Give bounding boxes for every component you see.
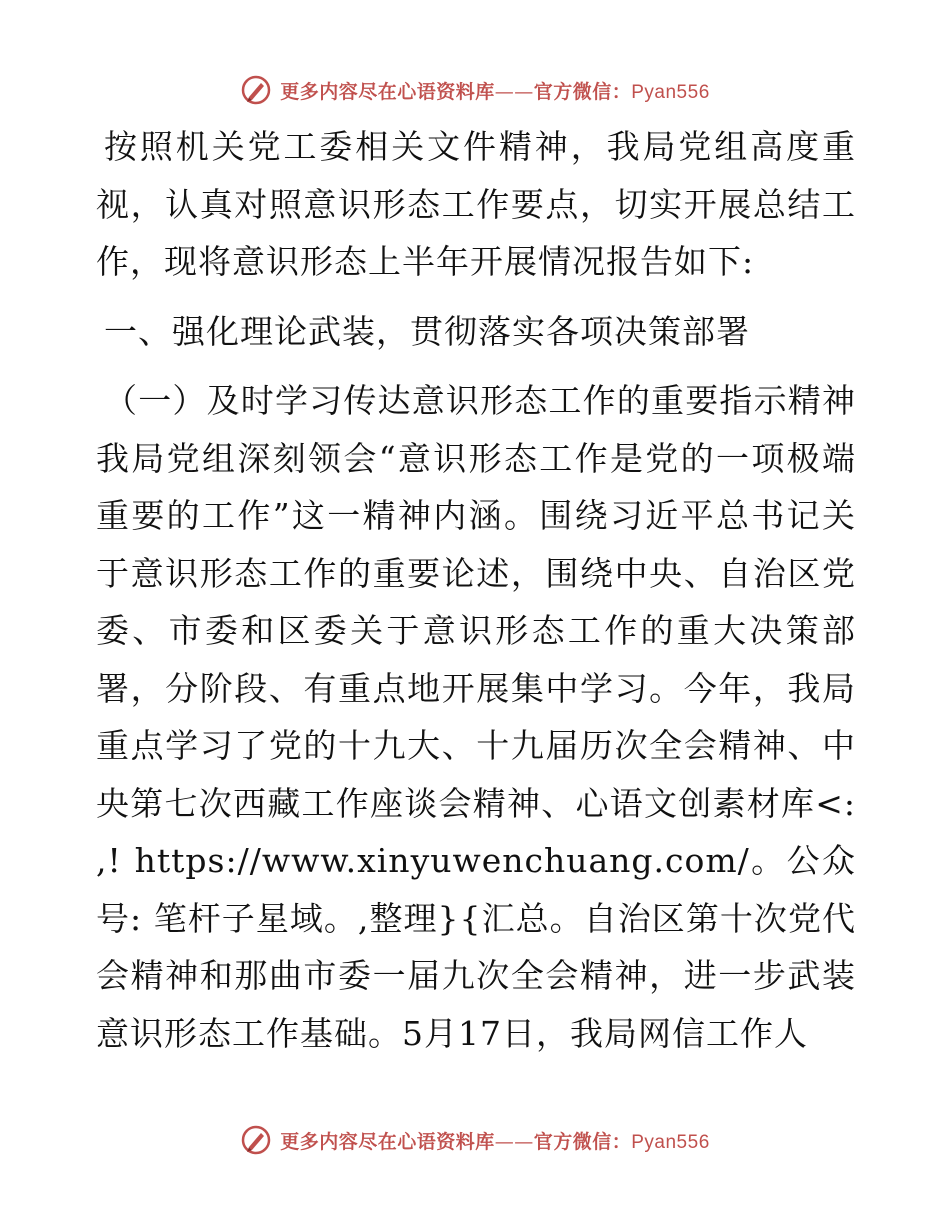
- watermark-dash: ——: [494, 80, 534, 103]
- document-body: [96, 118, 856, 1062]
- watermark-text: [280, 1127, 710, 1154]
- subsection-paragraph: （一）及时学习传达意识形态工作的重要指示精神我局党组深刻领会“意识形态工作是党的一项极端重要的工作”这一精神内涵。围绕习近平总书记关于意识形态工作的重要论述，围绕中央、自治区党委、市委和区委关于意识形态工作的重大决策部署，分阶段、有重点地开展集中学习。今年，我局重点学习了党的十九大、十九届历次全会精神、中央第七次西藏工作座谈会精神、心语文创素材库<: ,! https://www.xinyuwenchuang.com/。公众号: 笔杆子星域。,整理}{汇总。自治区第十次党代会精神和那曲市委一届九次全会精神，进一步武装意识形态工作基础。5月17日，我局网信工作人: [96, 381, 856, 1053]
- watermark-text: [280, 77, 710, 104]
- watermark-label: 官方微信：: [533, 80, 632, 103]
- header-watermark: [0, 70, 950, 110]
- section-heading: 一、强化理论武装，贯彻落实各项决策部署: [104, 311, 750, 351]
- watermark-dash: ——: [494, 1130, 534, 1153]
- footer-watermark: [0, 1120, 950, 1160]
- watermark-label: 官方微信：: [533, 1130, 632, 1153]
- watermark-brand: 更多内容尽在心语资料库: [280, 1130, 495, 1153]
- pen-logo-icon: [240, 1124, 272, 1156]
- intro-paragraph: 按照机关党工委相关文件精神，我局党组高度重视，认真对照意识形态工作要点，切实开展总结工作，现将意识形态上半年开展情况报告如下:: [96, 127, 856, 281]
- watermark-wechat-id: Pyan556: [631, 81, 710, 103]
- watermark-wechat-id: Pyan556: [631, 1131, 710, 1153]
- pen-logo-icon: [240, 74, 272, 106]
- watermark-brand: 更多内容尽在心语资料库: [280, 80, 495, 103]
